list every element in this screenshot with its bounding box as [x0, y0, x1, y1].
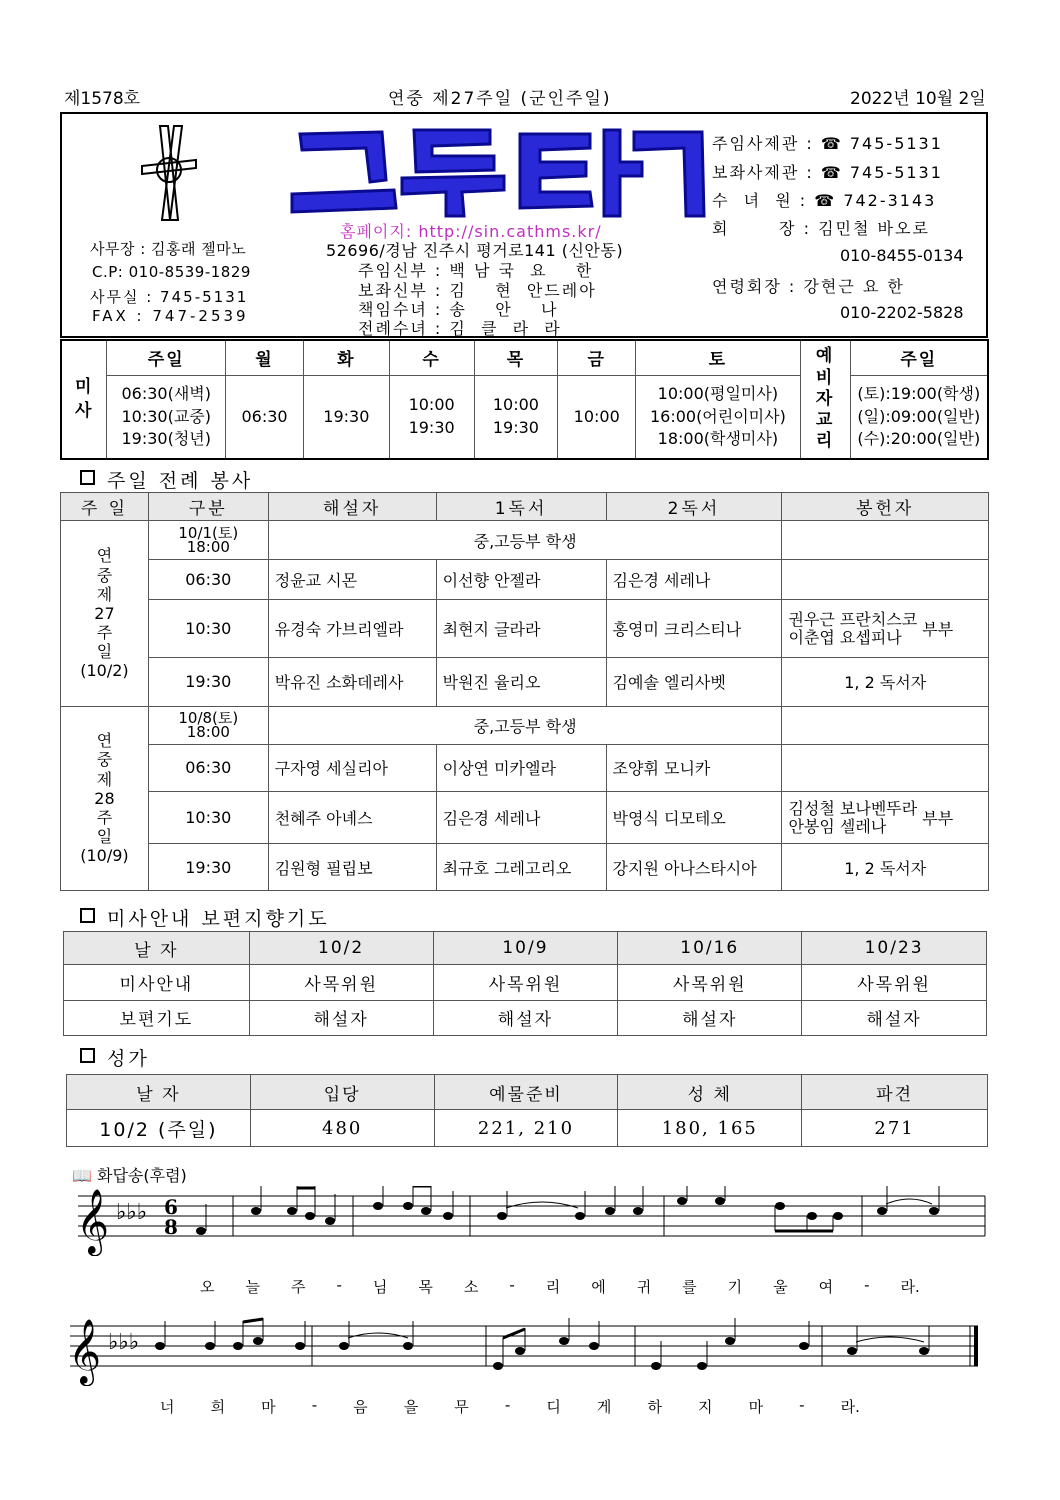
reading2-cell: 조양휘 모니카	[606, 745, 782, 792]
prayer-cell: 해설자	[433, 1000, 618, 1035]
svg-text:♭♭♭: ♭♭♭	[116, 1200, 148, 1225]
prayer-header: 10/23	[802, 932, 987, 965]
mass-header-sat: 토	[636, 340, 801, 375]
prayer-cell: 해설자	[618, 1000, 802, 1035]
svg-text:6: 6	[164, 1195, 178, 1219]
reading2-cell: 홍영미 크리스티나	[606, 600, 782, 658]
hymn-communion: 180, 165	[618, 1110, 802, 1147]
clergy-4: 전례수녀 : 김 클 라 라	[358, 319, 562, 338]
hymn-header: 입당	[250, 1075, 434, 1110]
catechumen-times: (토):19:00(학생) (일):09:00(일반) (수):20:00(일반)	[850, 375, 988, 459]
reading2-cell: 김예솔 엘리사벳	[606, 658, 782, 707]
prayer-header: 날 자	[64, 932, 250, 965]
time-cell: 10:30	[148, 791, 268, 844]
contact-2: 보좌사제관 : ☎ 745-5131	[712, 163, 943, 182]
office-fax: FAX : 747-2539	[92, 307, 249, 325]
week-label-28: 연 중 제 28 주 일 (10/9)	[61, 706, 149, 890]
offering-cell: 권우근 프란치스코 이춘엽 요셉피나 부부	[782, 600, 989, 658]
svg-text:8: 8	[164, 1215, 178, 1239]
mass-mon-time: 06:30	[226, 375, 304, 459]
book-icon: 📖	[72, 1166, 92, 1185]
mass-tue-time: 19:30	[303, 375, 389, 459]
music-staff-1	[70, 1186, 990, 1256]
issue-number: 제1578호	[64, 89, 141, 109]
time-cell: 10:30	[148, 600, 268, 658]
hymn-offertory: 221, 210	[434, 1110, 618, 1147]
week-label-27: 연 중 제 27 주 일 (10/2)	[61, 521, 149, 706]
commentator-cell: 구자영 세실리아	[268, 745, 436, 792]
mass-header-tue: 화	[303, 340, 389, 375]
hymn-table	[66, 1074, 988, 1147]
clergy-2: 보좌신부 : 김 현 안드레아	[358, 281, 597, 300]
reading1-cell: 이선향 안젤라	[436, 559, 606, 600]
offering-cell	[782, 559, 989, 600]
checkbox-bullet-icon	[80, 470, 95, 485]
prayer-cell: 사목위원	[249, 965, 433, 1000]
hymn-header: 성 체	[618, 1075, 802, 1110]
mass-schedule-table	[60, 339, 989, 460]
commentator-cell: 천혜주 아녜스	[268, 791, 436, 844]
mass-thu-times: 10:00 19:30	[474, 375, 558, 459]
hymn-header: 날 자	[67, 1075, 251, 1110]
prayer-header: 10/2	[249, 932, 433, 965]
reading2-cell: 강지원 아나스타시아	[606, 844, 782, 891]
commentator-cell: 박유진 소화데레사	[268, 658, 436, 707]
commentator-cell: 김원형 필립보	[268, 844, 436, 891]
mass-header-catechumen-sunday: 주일	[850, 340, 988, 375]
section-title-hymn: 성가	[80, 1044, 150, 1071]
sat-offering-27	[782, 521, 989, 559]
contact-7: 010-2202-5828	[840, 303, 964, 322]
psalm-title: 📖 화답송(후렴)	[72, 1166, 187, 1185]
page-title: 연중 제27주일 (군인주일)	[388, 89, 612, 109]
mass-header-catechumen: 예비자교리	[800, 340, 850, 459]
sat-offering-28	[782, 706, 989, 744]
contact-3: 수 녀 원 : ☎ 742-3143	[712, 191, 937, 210]
office-cellphone: C.P: 010-8539-1829	[92, 263, 251, 281]
office-manager: 사무장 : 김홍래 젤마노	[90, 240, 247, 258]
reading1-cell: 최현지 글라라	[436, 600, 606, 658]
mass-wed-times: 10:00 19:30	[389, 375, 474, 459]
cross-logo-icon	[140, 124, 198, 222]
commentator-cell: 유경숙 가브리엘라	[268, 600, 436, 658]
service-header-type: 구분	[148, 493, 268, 521]
time-cell: 19:30	[148, 844, 268, 891]
svg-text:𝄞: 𝄞	[76, 1189, 110, 1254]
prayer-header: 10/9	[433, 932, 618, 965]
reading2-cell: 김은경 세레나	[606, 559, 782, 600]
hymn-header: 파견	[802, 1075, 988, 1110]
prayer-cell: 보편기도	[64, 1000, 250, 1035]
offering-cell	[782, 745, 989, 792]
lyrics-line-2: 너 희 마 - 음 을 무 - 디 게 하 지 마 - 라.	[160, 1396, 860, 1416]
service-header-offering: 봉헌자	[782, 493, 989, 521]
mass-header-fri: 금	[558, 340, 636, 375]
mass-sat-times: 10:00(평일미사) 16:00(어린이미사) 18:00(학생미사)	[636, 375, 801, 459]
checkbox-bullet-icon	[80, 908, 95, 923]
contact-4: 회 장 : 김민철 바오로	[712, 219, 930, 238]
time-cell: 19:30	[148, 658, 268, 707]
hymn-date: 10/2 (주일)	[67, 1110, 251, 1147]
homepage[interactable]: 홈페이지: http://sin.cathms.kr/	[340, 222, 602, 241]
clergy-3: 책임수녀 : 송 안 나	[358, 300, 559, 319]
sat-note-27: 중,고등부 학생	[268, 521, 782, 559]
prayer-cell: 사목위원	[802, 965, 987, 1000]
prayer-cell: 해설자	[802, 1000, 987, 1035]
office-phone: 사무실 : 745-5131	[90, 288, 249, 306]
music-staff-2	[62, 1316, 988, 1386]
sat-time-27: 10/1(토) 18:00	[148, 521, 268, 559]
mass-header-wed: 수	[389, 340, 474, 375]
liturgy-service-table	[60, 492, 989, 891]
hymn-header: 예물준비	[434, 1075, 618, 1110]
mass-header-mon: 월	[226, 340, 304, 375]
svg-text:𝄞: 𝄞	[68, 1319, 102, 1384]
reading1-cell: 이상연 미카엘라	[436, 745, 606, 792]
offering-cell: 1, 2 독서자	[782, 844, 989, 891]
hymn-entrance: 480	[250, 1110, 434, 1147]
commentator-cell: 정윤교 시몬	[268, 559, 436, 600]
address: 52696/경남 진주시 평거로141 (신안동)	[326, 241, 624, 260]
section-title-service: 주일 전례 봉사	[80, 466, 253, 493]
reading1-cell: 박원진 율리오	[436, 658, 606, 707]
mass-header-sunday: 주일	[107, 340, 226, 375]
svg-text:그루터기: 그루터기	[499, 174, 503, 175]
reading1-cell: 김은경 세레나	[436, 791, 606, 844]
service-header-commentator: 해설자	[268, 493, 436, 521]
contact-5: 010-8455-0134	[840, 246, 964, 265]
mass-fri-time: 10:00	[558, 375, 636, 459]
lyrics-line-1: 오 늘 주 - 님 목 소 - 리 에 귀 를 기 울 여 - 라.	[200, 1276, 920, 1296]
service-header-week: 주 일	[61, 493, 149, 521]
checkbox-bullet-icon	[80, 1048, 95, 1063]
reading1-cell: 최규호 그레고리오	[436, 844, 606, 891]
offering-cell: 김성철 보나벤뚜라 안봉임 셀레나 부부	[782, 791, 989, 844]
prayer-cell: 미사안내	[64, 965, 250, 1000]
contact-6: 연령회장 : 강현근 요 한	[712, 277, 905, 296]
reading2-cell: 박영식 디모테오	[606, 791, 782, 844]
prayer-cell: 사목위원	[618, 965, 802, 1000]
service-header-reading2: 2독서	[606, 493, 782, 521]
sat-note-28: 중,고등부 학생	[268, 706, 782, 744]
offering-cell: 1, 2 독서자	[782, 658, 989, 707]
prayer-table	[63, 931, 987, 1036]
prayer-cell: 해설자	[249, 1000, 433, 1035]
svg-text:♭♭♭: ♭♭♭	[108, 1330, 140, 1355]
prayer-header: 10/16	[618, 932, 802, 965]
masthead	[60, 112, 988, 338]
service-header-reading1: 1독서	[436, 493, 606, 521]
time-cell: 06:30	[148, 745, 268, 792]
hymn-recessional: 271	[802, 1110, 988, 1147]
prayer-cell: 사목위원	[433, 965, 618, 1000]
mass-row-label: 미 사	[61, 340, 107, 459]
mass-sunday-times: 06:30(새벽) 10:30(교중) 19:30(청년)	[107, 375, 226, 459]
gruteogi-logo	[290, 122, 708, 218]
issue-date: 2022년 10월 2일	[850, 89, 986, 109]
section-title-prayer: 미사안내 보편지향기도	[80, 904, 330, 931]
clergy-1: 주임신부 : 백 남 국 요 한	[358, 261, 594, 280]
contact-1: 주임사제관 : ☎ 745-5131	[712, 134, 943, 153]
sat-time-28: 10/8(토) 18:00	[148, 706, 268, 744]
mass-header-thu: 목	[474, 340, 558, 375]
time-cell: 06:30	[148, 559, 268, 600]
